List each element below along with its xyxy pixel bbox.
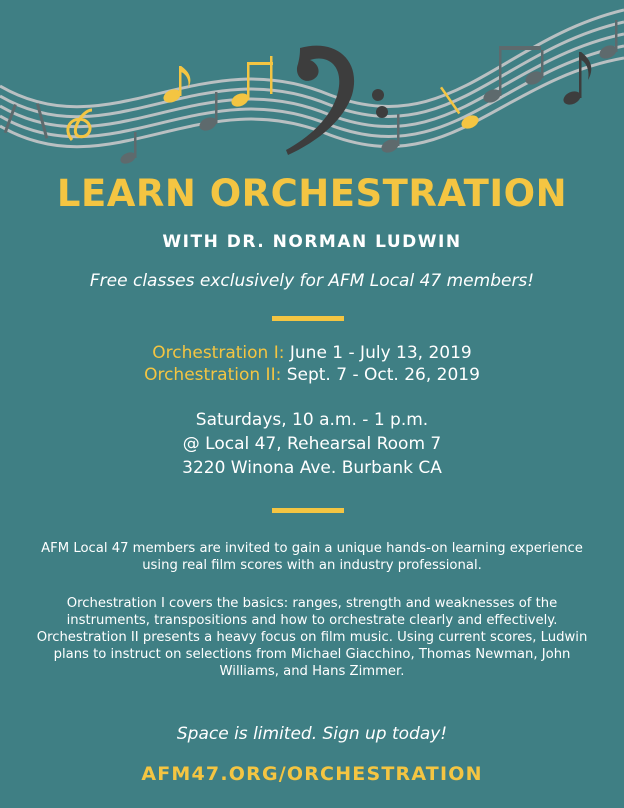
call-to-action: Space is limited. Sign up today! — [176, 724, 448, 744]
details-block — [0, 408, 624, 480]
intro-paragraph: AFM Local 47 members are invited to gain a unique hands-on learning experience using real film scores with an industry professional. — [41, 541, 583, 573]
schedule-label: Orchestration II: — [144, 365, 282, 385]
schedule-dates: June 1 - July 13, 2019 — [289, 343, 472, 363]
class-time: Saturdays, 10 a.m. - 1 p.m. — [195, 410, 429, 430]
schedule-label: Orchestration I: — [152, 343, 285, 363]
music-staff-illustration — [0, 0, 624, 175]
schedule-row-1 — [0, 342, 624, 364]
class-location: @ Local 47, Rehearsal Room 7 — [182, 434, 442, 454]
divider-bottom — [272, 508, 344, 513]
page-subtitle: WITH DR. NORMAN LUDWIN — [162, 232, 462, 252]
schedule-dates: Sept. 7 - Oct. 26, 2019 — [286, 365, 480, 385]
signup-link[interactable]: AFM47.ORG/ORCHESTRATION — [141, 763, 483, 785]
class-address: 3220 Winona Ave. Burbank CA — [182, 458, 442, 478]
schedule-block — [0, 342, 624, 386]
description-paragraph: Orchestration I covers the basics: ranges, strength and weaknesses of the instruments, transpositions and how to orchestrate clearly and effectively. Orchestration II presents a heavy focus on film music. Using current scores, Ludwin plans to instruct on selections from Michael Giacchino, Thomas Newman, John Williams, and Hans Zimmer. — [36, 596, 588, 679]
tagline: Free classes exclusively for AFM Local 47 members! — [89, 271, 535, 291]
divider-top — [272, 316, 344, 321]
page-title: LEARN ORCHESTRATION — [56, 172, 568, 215]
schedule-row-2 — [0, 364, 624, 386]
